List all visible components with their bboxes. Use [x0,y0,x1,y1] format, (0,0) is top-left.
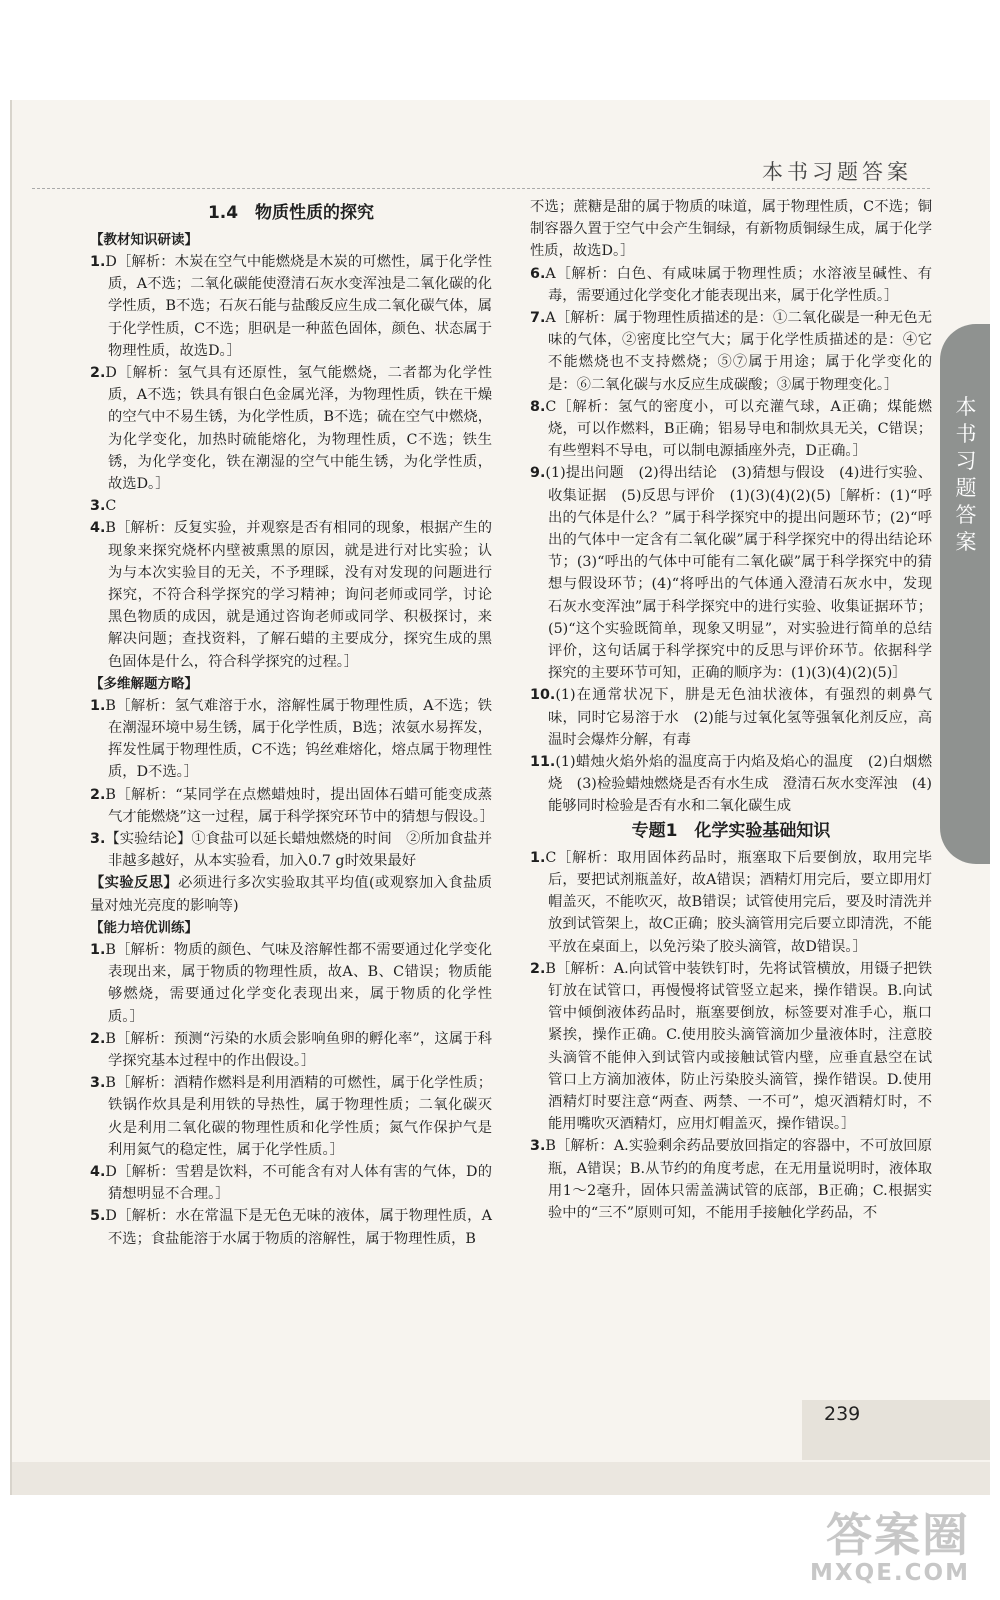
answer-list [530,847,932,1224]
reflection-text: 必须进行多次实验取其平均值(或观察加入食盐质量对烛光亮度的影响等) [90,875,492,914]
reflection-note [90,872,492,916]
page-number: 239 [824,1403,861,1425]
answer-number: 1. [530,849,546,866]
answer-text: A［解析：白色、有咸味属于物理性质；水溶液呈碱性、有毒，需要通过化学变化才能表现出来，属于化学性质。］ [545,265,932,304]
answer-item [90,1205,492,1249]
answer-item [530,396,932,463]
answer-number: 3. [90,831,106,848]
answer-number: 7. [530,310,546,327]
answer-number: 1. [90,941,106,958]
continuation-text: 不选；蔗糖是甜的属于物质的味道，属于物理性质，C不选；铜制容器久置于空气中会产生铜绿，有新物质铜绿生成，属于化学性质，故选D。］ [530,199,932,260]
answer-item [90,939,492,1028]
answer-item [530,307,932,396]
left-column [90,200,495,1250]
answer-text: B［解析：物质的颜色、气味及溶解性都不需要通过化学变化表现出来，属于物质的物理性质，故A、B、C错误；物质能够燃烧，需要通过化学变化表现出来，属于物质的化学性质。］ [105,941,492,1025]
answer-number: 1. [90,697,106,714]
answer-text: B［解析：反复实验，并观察是否有相同的现象，根据产生的现象来探究烧杯内壁被熏黑的原因，就是进行对比实验；认为与本次实验目的无关，不予理睬，没有对发现的问题进行探究，不符合科学探究的学习精神；询问老师或同学，讨论黑色物质的成因，就是通过咨询老师或同学、积极探讨，来解决问题；查找资料，了解石蜡的主要成分，探究生成的黑色固体是什么，符合科学探究的过程。］ [105,520,492,670]
answer-number: 3. [530,1138,546,1155]
answer-text: B［解析：酒精作燃料是利用酒精的可燃性，属于化学性质；铁锅作炊具是利用铁的导热性，属于物理性质；二氧化碳灭火是利用二氧化碳的物理性质和化学性质；氮气作保护气是利用氮气的稳定性，属于化学性质。］ [105,1075,492,1158]
answer-text: B［解析：“某同学在点燃蜡烛时，提出固体石蜡可能变成蒸气才能燃烧”这一过程，属于科学探究环节中的猜想与假设。］ [105,786,495,825]
answer-text: (1)蜡烛火焰外焰的温度高于内焰及焰心的温度 (2)白烟燃烧 (3)检验蜡烛燃烧是否有水生成 澄清石灰水变浑浊 (4)能够同时检验是否有水和二氧化碳生成 [548,754,932,815]
side-tab [940,324,990,864]
answer-number: 1. [90,254,106,270]
answer-item [90,828,492,872]
header-divider [32,188,930,189]
answer-number: 5. [90,1208,106,1225]
answer-number: 9. [530,465,546,482]
subheading: 【多维解题方略】 [90,675,198,692]
answer-number: 4. [90,520,106,537]
answer-item [90,784,495,828]
answer-text: D［解析：氢气具有还原性，氢气能燃烧，二者都为化学性质，A不选；铁具有银白色金属光泽，为物理性质，铁在干燥的空气中不易生锈，为化学性质，B不选；硫在空气中燃烧，为化学变化，加热时硫能熔化，为物理性质，C不选；铁生锈，为化学变化，铁在潮湿的空气中能生锈，为化学性质，故选D。］ [105,365,492,493]
answer-item [530,684,932,751]
page-header: 本书习题答案 [762,160,912,184]
watermark-url: MXQE.COM [810,1560,970,1586]
answer-item [90,251,492,362]
answer-text: C [105,498,117,515]
answer-item [90,517,492,672]
answer-item [90,1028,492,1072]
answer-item [530,847,932,958]
answer-text: B［解析：氢气难溶于水，溶解性属于物理性质，A不选；铁在潮湿环境中易生锈，属于化学性质，B选；浓氨水易挥发，挥发性属于物理性质，C不选；钨丝难熔化，熔点属于物理性质，D不选。］ [105,697,492,781]
answer-text: (1)在通常状况下，肼是无色油状液体，有强烈的刺鼻气味，同时它易溶于水 (2)能与过氧化氢等强氧化剂反应，高温时会爆炸分解，有毒 [548,687,932,748]
answer-list [90,695,495,873]
answer-text: A［解析：属于物理性质描述的是：①二氧化碳是一种无色无味的气体，②密度比空气大；属于化学性质描述的是：④它不能燃烧也不支持燃烧；⑤⑦属于用途；属于化学变化的是：⑥二氧化碳与水反应生成碳酸；③属于物理变化。］ [545,310,932,393]
answer-text: (1)提出问题 (2)得出结论 (3)猜想与假设 (4)进行实验、收集证据 (5)反思与评价 (1)(3)(4)(2)(5)［解析：(1)“呼出的气体是什么？”属于科学探究中的提出问题环节；(2)“呼出的气体中一定含有二氧化碳”属于科学探究中的得出结论环节；(3)“呼出的气体中可能有二氧化碳”属于科学探究中的猜想与假设环节；(4)“将呼出的气体通入澄清石灰水中，发现石灰水变浑浊”属于科学探究中的进行实验、收集证据环节；(5)“这个实验既简单，现象又明显”，对实验进行简单的总结评价，这句话属于科学探究中的反思与评价环节。依据科学探究的主要环节可知，正确的顺序为：(1)(3)(4)(2)(5)］ [545,465,932,682]
answer-item [530,751,932,818]
side-tab-label: 本书习题答案 [955,395,977,554]
answer-item [90,495,492,517]
watermark [810,1510,970,1586]
answer-list [90,251,492,673]
answer-text: D［解析：木炭在空气中能燃烧是木炭的可燃性，属于化学性质，A不选；二氧化碳能使澄清石灰水变浑浊是二氧化碳的化学性质，B不选；石灰石能与盐酸反应生成二氧化碳气体，属于化学性质，C不选；胆矾是一种蓝色固体，颜色、状态属于物理性质，故选D。］ [105,254,492,359]
answer-item [90,1161,492,1205]
answer-item [90,1072,492,1161]
answer-text: D［解析：水在常温下是无色无味的液体，属于物理性质，A不选；食盐能溶于水属于物质的溶解性，属于物理性质，B [105,1208,492,1247]
answer-number: 4. [90,1163,106,1180]
answer-number: 2. [530,960,546,977]
answer-text: 【实验结论】①食盐可以延长蜡烛燃烧的时间 ②所加食盐并非越多越好，从本实验看，加入0.7 g时效果最好 [105,831,492,870]
answer-list [90,939,492,1250]
right-column [530,196,932,1224]
bottom-band [12,1462,990,1495]
section-title: 专题1 化学实验基础知识 [631,820,831,841]
answer-number: 10. [530,687,556,704]
subheading: 【教材知识研读】 [90,232,198,248]
answer-list [530,263,932,818]
answer-text: D［解析：雪碧是饮料，不可能含有对人体有害的气体，D的猜想明显不合理。］ [105,1163,492,1203]
answer-number: 3. [90,1075,106,1092]
watermark-logo: 答案圈 [826,1508,970,1562]
answer-number: 3. [90,498,106,515]
section-title: 1.4 物质性质的探究 [207,203,375,223]
answer-item [90,362,492,495]
answer-number: 2. [90,365,106,382]
answer-text: B［解析：预测“污染的水质会影响鱼卵的孵化率”，这属于科学探究基本过程中的作出假设。］ [105,1030,492,1069]
answer-text: B［解析：A.实验剩余药品要放回指定的容器中，不可放回原瓶，A错误；B.从节约的角度考虑，在无用量说明时，液体取用1～2毫升，固体只需盖满试管的底部，B正确；C.根据实验中的“三不”原则可知，不能用手接触化学药品，不 [545,1138,932,1221]
answer-text: C［解析：取用固体药品时，瓶塞取下后要倒放，取用完毕后，要把试剂瓶盖好，故A错误；酒精灯用完后，要立即用灯帽盖灭，不能吹灭，故B错误；试管使用完后，要及时清洗并放到试管架上，故C正确；胶头滴管用完后要立即清洗，不能平放在桌面上，以免污染了胶头滴管，故D错误。］ [545,849,932,955]
subheading: 【能力培优训练】 [90,919,198,936]
answer-number: 2. [90,786,106,803]
answer-number: 8. [530,398,546,415]
answer-number: 6. [530,265,546,282]
answer-number: 2. [90,1030,106,1047]
answer-text: C［解析：氢气的密度小，可以充灌气球，A正确；煤能燃烧，可以作燃料，B正确；铝易导电和制炊具无关，C错误；有些塑料不导电，可以制电源插座外壳，D正确。］ [545,398,932,460]
answer-item [530,263,932,307]
answer-item [90,695,492,784]
answer-text: B［解析：A.向试管中装铁钉时，先将试管横放，用镊子把铁钉放在试管口，再慢慢将试管竖立起来，操作错误。B.向试管中倾倒液体药品时，瓶塞要倒放，标签要对准手心，瓶口紧挨，操作正确。C.使用胶头滴管滴加少量液体时，注意胶头滴管不能伸入到试管内或接触试管内壁，应垂直悬空在试管口上方滴加液体，防止污染胶头滴管，操作错误。D.使用酒精灯时要注意“两查、两禁、一不可”，熄灭酒精灯时，不能用嘴吹灭酒精灯，应用灯帽盖灭，操作错误。］ [545,960,932,1133]
answer-item [530,1135,932,1224]
answer-item [530,462,932,684]
answer-item [530,958,932,1136]
answer-number: 11. [530,754,556,771]
book-page [10,100,990,1495]
reflection-tag: 【实验反思】 [90,875,179,892]
